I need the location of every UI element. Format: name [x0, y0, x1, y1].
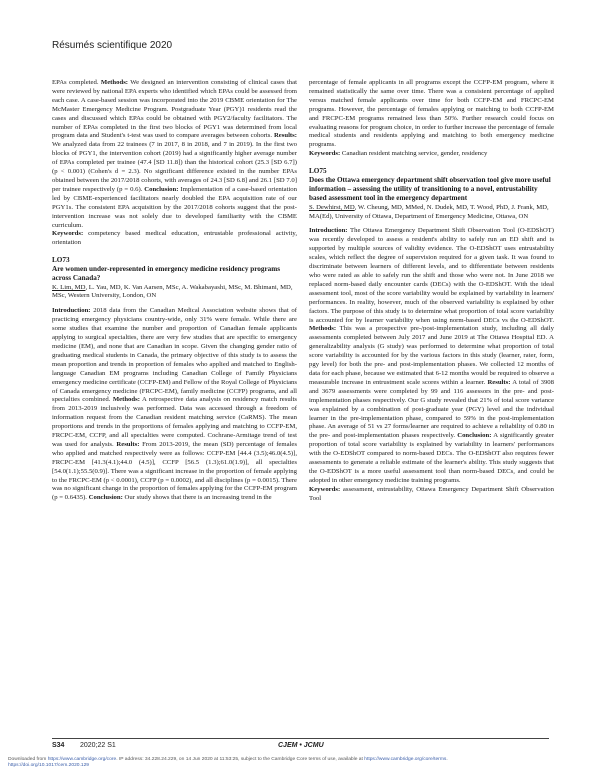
- keywords-line: Keywords: competency based medical education, entrustable professional activity, orientation: [52, 230, 297, 247]
- terms-link[interactable]: https://www.cambridge.org/core/terms: [364, 757, 447, 762]
- right-column: [309, 79, 554, 504]
- abstract-body: Introduction: 2018 data from the Canadian Medical Association website shows that of practicing emergency physicians country-wide, only 31% were female. While there are some studies that examine the number and proportion of Canadian female applicants applying to surgical specialties, there are very few studies that are specific to emergency medicine (EM), and none that are Canadian in scope. Given the changing gender ratio of graduating medical students in Canada, the primary objective of this study is to assess the mean proportion and trends in proportion of females who applied and matched to English-language Canadian EM programs including Canadian College of Family Physicians emergency medicine certificate (CCFP-EM) and Fellow of the Royal College of Physicians of Canada emergency medicine (FRCPC-EM), family medicine (CCFP) programs, and all specialties combined. Methods: A retrospective data analysis on residency match results from 2013-2019 inclusively was performed. Data was accessed through a freedom of information request from the Canadian resident matching service (CaRMS). The mean proportions and trends in the proportions of females applying and matching to CCFP-EM, FRCPC-EM, CCFP, and all specialties were computed. Cochrane-Armitage trend of test was used for analysis. Results: From 2013-2019, the mean (SD) percentage of females who applied and matched respectively were as follows: CCFP-EM [44.4 (3.5);46.0(4.5)], FRCPC-EM [41.3(4.1);44.0 (4.5)], CCFP [56.5 (1.3);61.0(1.9)], all specialties [54.0(1.1);55.5(0.9)]. There was a significant increase in the proportion of female applying to the FRCPC-EM (p < 0.0001), CCFP (p = 0.0002), and all disciplines (p = 0.0015). There was no significant change in the proportion of females applying for the CCFP-EM program (p = 0.6435). Conclusion: Our study shows that there is an increasing trend in the: [52, 307, 297, 502]
- download-notice: Downloaded from https://www.cambridge.org/core. IP address: 34.228.24.229, on 14 Jun 2020 at 11:53:25, subject to the Cambridge Core terms of use, available at https://www.cambridge.org/core/terms. https://doi.org/10.1017/cem.2020.129: [8, 757, 448, 769]
- abstract-body: Introduction: The Ottawa Emergency Department Shift Observation Tool (O-EDShOT) was recently developed to assess a resident's ability to safely run an ED shift and is supported by multiple sources of validity evidence. The O-EDShOT uses entrustability scales, which reflect the degree of supervision required for a given task. It was found to discriminate between learners of different levels, and to differentiate between residents who were rated as able to safely run the shift and those who were not. In June 2018 we replaced norm-based daily encounter cards (DECs) with the O-EDShOT. With the ideal assessment tool, most of the score variability would be explained by variability in learners' performances. In reality, however, much of the observed variability is explained by other factors. The purpose of this study is to determine what proportion of total score variability is accounted for by learner variability when using norm-based DECs vs the O-EDShOT. Methods: This was a prospective pre-/post-implementation study, including all daily assessments completed between July 2017 and June 2019 at The Ottawa Hospital ED. A generalizability analysis (G study) was performed to determine what proportion of total score variability is accounted for by the various factors in this study (learner, rater, form, pgy level) for both the pre- and post-implementation phases. We collected 12 months of data for each phase, because we estimated that 6-12 months would be required to observe a measurable increase in entrustment scale scores within a learner. Results: A total of 3908 and 3679 assessments were completed by 99 and 116 assessors in the pre- and post- implementation phases respectively. Our G study revealed that 21% of total score variance was explained by a combination of post-graduate year (PGY) level and the individual learner in the pre-implementation phase, compared to 59% in the post-implementation phase. An average of 51 vs 27 forms/learner are required to achieve a reliability of 0.80 in the pre- and post-implementation phases respectively. Conclusion: A significantly greater proportion of total score variability is explained by variability in learners' performances with the O-EDShOT compared to norm-based DECs. The O-EDShOT also requires fewer assessments to generate a reliable estimate of the learner's ability. This study suggests that the O-EDShOT is a more useful assessment tool than norm-based DECs, and could be adopted in other emergency medicine training programs.: [309, 227, 554, 484]
- author-list: K. Lim, MD, L. Yau, MD, K. Van Aarsen, MSc, A. Wakabayashi, MSc, M. Bhimani, MD, MSc, Western University, London, ON: [52, 283, 293, 300]
- keywords-line: Keywords: Canadian resident matching service, gender, residency: [309, 150, 488, 158]
- issue-label: 2020;22 S1: [80, 742, 116, 749]
- abstract-title: Are women under-represented in emergency medicine residency programs across Canada?: [52, 265, 281, 283]
- left-column: [52, 79, 297, 503]
- author-list: S. Dewhirst, MD, W. Cheung, MD, MMed, N. Dudek, MD, T. Wood, PhD, J. Frank, MD, MA(Ed), University of Ottawa, Department of Emergency Medicine, Ottawa, ON: [309, 203, 549, 220]
- abstract-paragraph: EPAs completed. Methods: We designed an intervention consisting of clinical cases that were reviewed by national EPA experts who identified which EPAs could be assessed from each case. A case-based session was incorporated into the 2019 CBME orientation for The McMaster Emergency Medicine Program. Postgraduate Year (PGY)1 residents read the cases and discussed which EPAs could be obtained with PGY2/faculty facilitators. The number of EPAs completed in the first two blocks of PGY1 was determined from local program data and Student's t-test was used to compare averages between cohorts. Results: We analyzed data from 22 trainees (7 in 2017, 8 in 2018, and 7 in 2019). In the first two blocks of PGY1, the intervention cohort (2019) had a significantly higher average number of EPAs completed per trainee (47.4 [SD 11.8]) than the historical cohort (25.3 [SD 6.7]) (p < 0.001) (Cohen's d = 2.3). No significant difference existed in the number EPAs obtained between the 2017/2018 cohorts, with averages of 24.3 [SD 6.8] and 26.1 [SD 7.0] per trainee respectively (p = 0.6). Conclusion: Implementation of a case-based orientation led by CBME-experienced facilitators nearly doubled the EPA acquisition rate of our PGY1s. The consistent EPA acquisition by the 2017/2018 cohorts suggest that the post-intervention increase was not solely due to developed familiarity with the CBME curriculum.: [52, 79, 297, 229]
- abstract-continuation: percentage of female applicants in all programs except the CCFP-EM program, where it remained statistically the same over time. There was a consistent percentage of applied versus matched female applicants over time for both CCFP-EM and FRCPC-EM programs. However, the percentage of females applying or matching to both CCFP-EM and FRCPC-EM programs remained less than 50%. Further research could focus on evaluating reasons for program choice, in order to further increase the percentage of female medical students and residents applying and matching to both emergency medicine programs.: [309, 79, 554, 149]
- page-number: S34: [52, 742, 65, 749]
- abstract-title: Does the Ottawa emergency department shift observation tool give more useful information – assessing the utility of transitioning to a novel, entrustability based assessment tool in the emergency department: [309, 176, 551, 203]
- footer-divider: [52, 738, 549, 739]
- doi-link[interactable]: https://doi.org/10.1017/cem.2020.129: [8, 763, 90, 769]
- journal-name: CJEM • JCMU: [278, 742, 324, 749]
- running-header: Résumés scientifique 2020: [52, 40, 173, 51]
- cambridge-core-link[interactable]: https://www.cambridge.org/core: [47, 757, 117, 762]
- abstract-id: LO73: [52, 256, 70, 265]
- abstract-id: LO75: [309, 167, 327, 176]
- keywords-line: Keywords: assessment, entrustability, Ottawa Emergency Department Shift Observation Tool: [309, 485, 554, 502]
